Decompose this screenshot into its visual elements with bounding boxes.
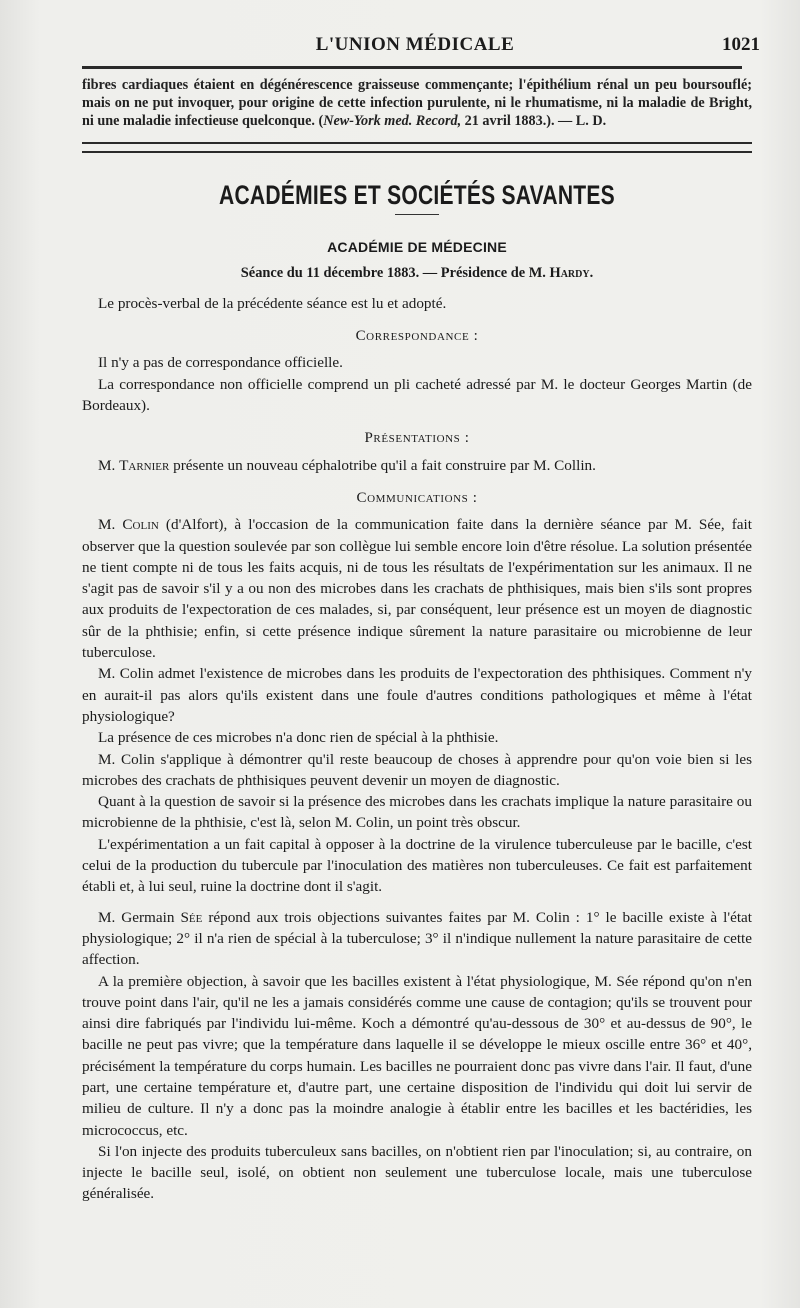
seance-line — [82, 263, 752, 284]
presentation-text: présente un nouveau céphalotribe qu'il a fait construire par M. Collin. — [169, 456, 596, 474]
paragraph-quant: Quant à la question de savoir si la présence des microbes dans les crachats implique la nature parasitaire ou microbienne de la phthisie, c'est là, selon M. Colin, un point très obscur. — [82, 793, 752, 832]
communication-prefix: M. — [98, 516, 123, 534]
seance-prefix: Séance du 11 décembre 1883. — Présidence de — [240, 264, 529, 281]
communication-text: (d'Alfort), à l'occasion de la communication faite dans la dernière séance par M. Sée, fait observer que la question soulevée par son collègue lui semble encore loin d'être résolue. La solution présentée ne tient compte ni de tous les faits acquis, ni de tous les résultats de l'expérimentation sur les animaux. Il ne s'agit pas de savoir s'il y a ou non des microbes dans les crachats de phthisiques, mais bien s'ils sont propres aux produits de l'expectoration de ces malades, si, par conséquent, leur présence est un moyen de diagnostic sûr de la phthisie; enfin, si cette présence indique sûrement la nature parasitaire ou microbienne de leur tuberculose. — [82, 516, 752, 662]
previous-article-ending — [82, 76, 752, 130]
see-prefix: M. Germain — [98, 908, 181, 926]
correspondance-non-officielle: La correspondance non officielle comprend un pli cacheté adressé par M. le docteur Georges Martin (de Bordeaux). — [82, 375, 752, 415]
paragraph-experimentation: L'expérimentation a un fait capital à opposer à la doctrine de la virulence tuberculeuse par le bacille, c'est celui de la production du tubercule par l'inoculation des matières non tuberculeuses. Ce fait est parfaitement établi et, à lui seul, ruine la doctrine dont il s'agit. — [82, 835, 752, 896]
page-number: 1021 — [722, 34, 760, 55]
presentation-tarnier — [82, 455, 752, 476]
header-rule — [82, 66, 742, 69]
academy-heading: ACADÉMIE DE MÉDECINE — [327, 239, 507, 256]
paragraph-premiere-objection: A la première objection, à savoir que les bacilles existent à l'état physiologique, M. Sée répond qu'on n'en trouve point dans l'air, qu'il ne les a jamais considérés comme une cause de contagion; qu'ils se trouvent pour ainsi dire fabriqués par l'individu lui-même. Koch a démontré qu'au-dessous de 30° et au-dessus de 90°, le bacille ne peut pas vivre; que la température dans laquelle il se développe le mieux oscille entre 36° et 40°, précisément la température du corps humain. Les bacilles ne pourraient donc pas vivre dans l'air. Il faut, d'une part, une certaine température et, d'autre part, une certaine disposition de l'individu qui doit lui servir de milieu de culture. Il n'y a donc pas la moindre analogie à établir entre les bacilles et les bactéridies, les micrococcus, etc. — [82, 972, 752, 1139]
correspondance-heading: Correspondance : — [355, 328, 479, 345]
paragraph-see-reponse — [82, 907, 752, 971]
note-text-a: fibres cardiaques étaient en dégénérescence graisseuse commençante; l'épithélium rénal un peu boursouflé; mais on ne put invoquer, pour origine de cette infection purulente, ni le rhumatisme, ni la maladie de Bright, ni une maladie infectieuse quelconque. ( — [82, 77, 752, 129]
section-divider — [82, 142, 752, 153]
communicator-name: Colin — [122, 516, 159, 534]
section-title: ACADÉMIES ET SOCIÉTÉS SAVANTES — [219, 180, 615, 210]
paragraph-colin-admet: M. Colin admet l'existence de microbes dans les produits de l'expectoration des phthisiques. Comment n'y en aurait-il pas alors qu'ils existent dans une foule d'autres conditions pathologiques et même à l'état physiologique? — [82, 665, 752, 725]
running-title: L'UNION MÉDICALE — [315, 34, 515, 55]
paragraph-injection: Si l'on injecte des produits tuberculeux sans bacilles, on n'obtient rien par l'inoculation; si, au contraire, on injecte le bacille seul, isolé, on obtient non seulement une tuberculose locale, mais une tuberculose généralisée. — [82, 1142, 752, 1203]
article-body — [82, 76, 752, 1205]
communication-colin — [82, 514, 752, 663]
see-text: répond aux trois objections suivantes faites par M. Colin : 1° le bacille existe à l'état physiologique; 2° il n'a rien de spécial à la tuberculose; 3° il n'indique nullement la nature parasitaire de cette affection. — [82, 908, 753, 969]
paragraph-colin-applique: M. Colin s'applique à démontrer qu'il reste beaucoup de choses à apprendre pour qu'on voie bien si les microbes des crachats de phthisiques peuvent devenir un moyen de diagnostic. — [82, 750, 752, 789]
see-name: Sée — [180, 908, 203, 926]
proces-verbal: Le procès-verbal de la précédente séance est lu et adopté. — [98, 294, 447, 312]
presentation-prefix: M. — [98, 456, 120, 474]
page-header — [70, 34, 760, 64]
note-source: New-York med. Record, — [323, 113, 462, 129]
title-underline — [395, 214, 439, 215]
correspondance-officielle: Il n'y a pas de correspondance officielle. — [98, 354, 343, 372]
presenter-name: Tarnier — [119, 456, 170, 474]
paragraph-presence: La présence de ces microbes n'a donc rien de spécial à la phthisie. — [98, 729, 499, 747]
communications-heading: Communications : — [356, 489, 478, 506]
note-text-b: 21 avril 1883.). — L. D. — [461, 113, 607, 129]
seance-president: M. Hardy. — [528, 264, 594, 281]
presentations-heading: Présentations : — [364, 430, 470, 447]
